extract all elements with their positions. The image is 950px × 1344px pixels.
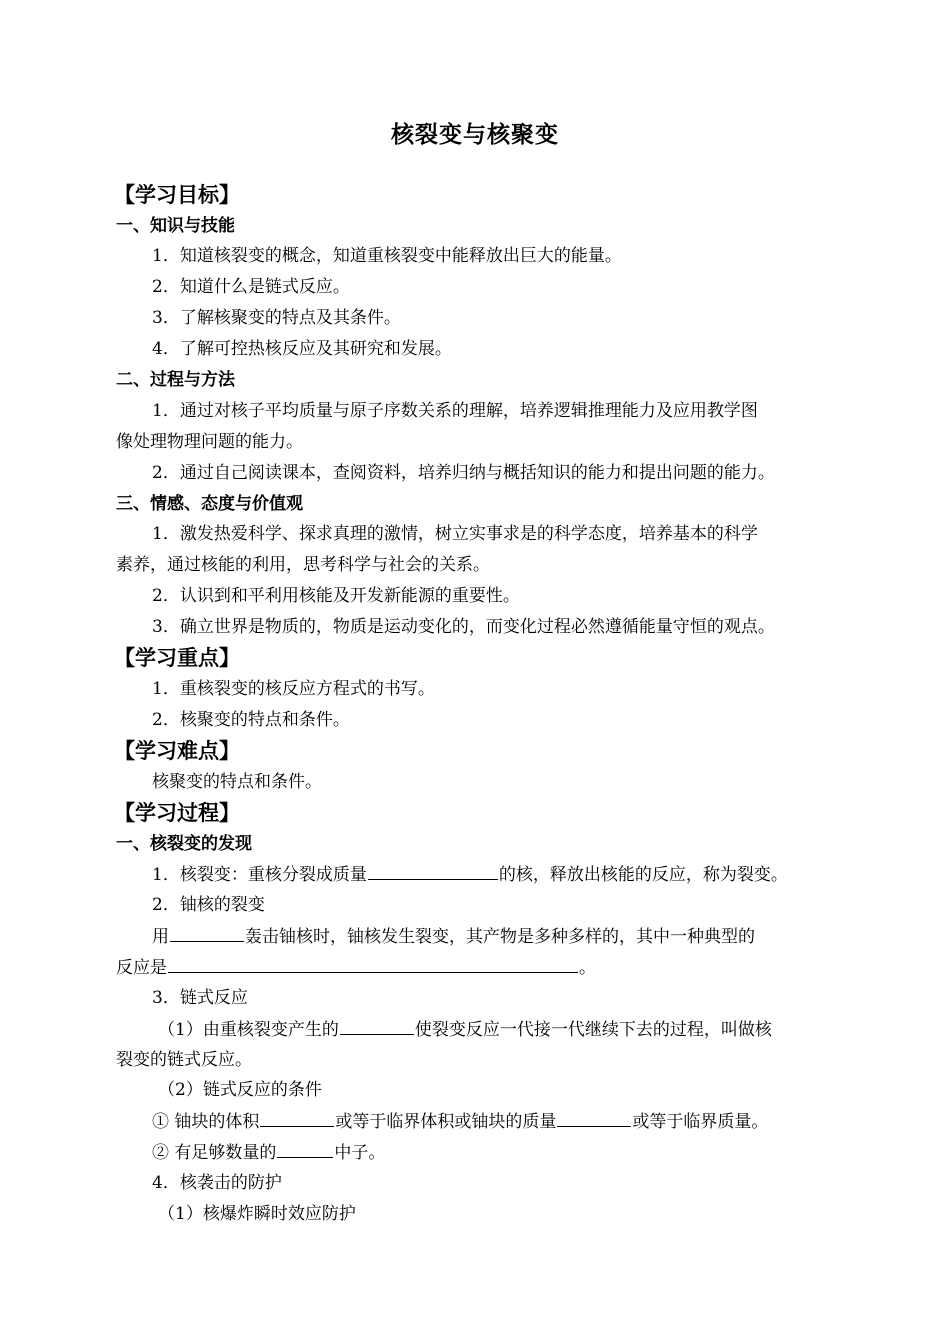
list-item-continuation: 素养，通过核能的利用，思考科学与社会的关系。 bbox=[116, 555, 490, 575]
list-item: 2．通过自己阅读课本，查阅资料，培养归纳与概括知识的能力和提出问题的能力。 bbox=[152, 463, 775, 483]
subheading-process-method: 二、过程与方法 bbox=[116, 370, 235, 390]
question-2-title: 2．铀核的裂变 bbox=[152, 895, 265, 915]
list-item: 2．认识到和平利用核能及开发新能源的重要性。 bbox=[152, 586, 520, 606]
section-heading-goals: 【学习目标】 bbox=[114, 182, 240, 207]
section-heading-keypoints: 【学习重点】 bbox=[114, 645, 240, 670]
list-item: 3．了解核聚变的特点及其条件。 bbox=[152, 308, 401, 328]
list-item: 4．了解可控热核反应及其研究和发展。 bbox=[152, 339, 452, 359]
list-item: 3．确立世界是物质的，物质是运动变化的，而变化过程必然遵循能量守恒的观点。 bbox=[152, 617, 775, 637]
answer-blank[interactable] bbox=[557, 1108, 631, 1127]
answer-blank[interactable] bbox=[260, 1108, 334, 1127]
question-2-line-2: 反应是 。 bbox=[116, 954, 596, 981]
answer-blank[interactable] bbox=[170, 923, 244, 942]
section-heading-difficulties: 【学习难点】 bbox=[114, 738, 240, 763]
question-1: 1．核裂变：重核分裂成质量 的核，释放出核能的反应，称为裂变。 bbox=[152, 861, 788, 888]
question-4-title: 4．核袭击的防护 bbox=[152, 1173, 282, 1193]
list-item: 1．激发热爱科学、探求真理的激情，树立实事求是的科学态度，培养基本的科学 bbox=[152, 524, 758, 544]
list-item: 2．知道什么是链式反应。 bbox=[152, 277, 350, 297]
subheading-knowledge: 一、知识与技能 bbox=[116, 216, 235, 236]
list-item: 1．知道核裂变的概念，知道重核裂变中能释放出巨大的能量。 bbox=[152, 246, 622, 266]
question-3-title: 3．链式反应 bbox=[152, 988, 248, 1008]
document-title: 核裂变与核聚变 bbox=[391, 121, 559, 148]
subheading-emotion: 三、情感、态度与价值观 bbox=[116, 494, 303, 514]
condition-1: ① 铀块的体积 或等于临界体积或铀块的质量 或等于临界质量。 bbox=[152, 1108, 768, 1135]
subheading-fission-discovery: 一、核裂变的发现 bbox=[116, 834, 252, 854]
list-item: 2．核聚变的特点和条件。 bbox=[152, 710, 350, 730]
question-3-1-line-1: （1）由重核裂变产生的 使裂变反应一代接一代继续下去的过程，叫做核 bbox=[158, 1016, 772, 1043]
question-2-line-1: 用 轰击铀核时，铀核发生裂变，其产物是多种多样的，其中一种典型的 bbox=[152, 923, 755, 950]
question-3-1-line-2: 裂变的链式反应。 bbox=[116, 1050, 252, 1070]
answer-blank[interactable] bbox=[277, 1139, 333, 1158]
question-3-2-title: （2）链式反应的条件 bbox=[158, 1080, 322, 1100]
condition-2: ② 有足够数量的 中子。 bbox=[152, 1139, 385, 1166]
list-item: 1．重核裂变的核反应方程式的书写。 bbox=[152, 679, 435, 699]
section-heading-process: 【学习过程】 bbox=[114, 800, 240, 825]
list-item: 1．通过对核子平均质量与原子序数关系的理解，培养逻辑推理能力及应用教学图 bbox=[152, 401, 758, 421]
difficulty-text: 核聚变的特点和条件。 bbox=[152, 772, 322, 792]
question-4-1: （1）核爆炸瞬时效应防护 bbox=[158, 1204, 356, 1224]
answer-blank[interactable] bbox=[168, 954, 578, 973]
answer-blank[interactable] bbox=[340, 1016, 414, 1035]
answer-blank[interactable] bbox=[368, 861, 498, 880]
list-item-continuation: 像处理物理问题的能力。 bbox=[116, 432, 303, 452]
